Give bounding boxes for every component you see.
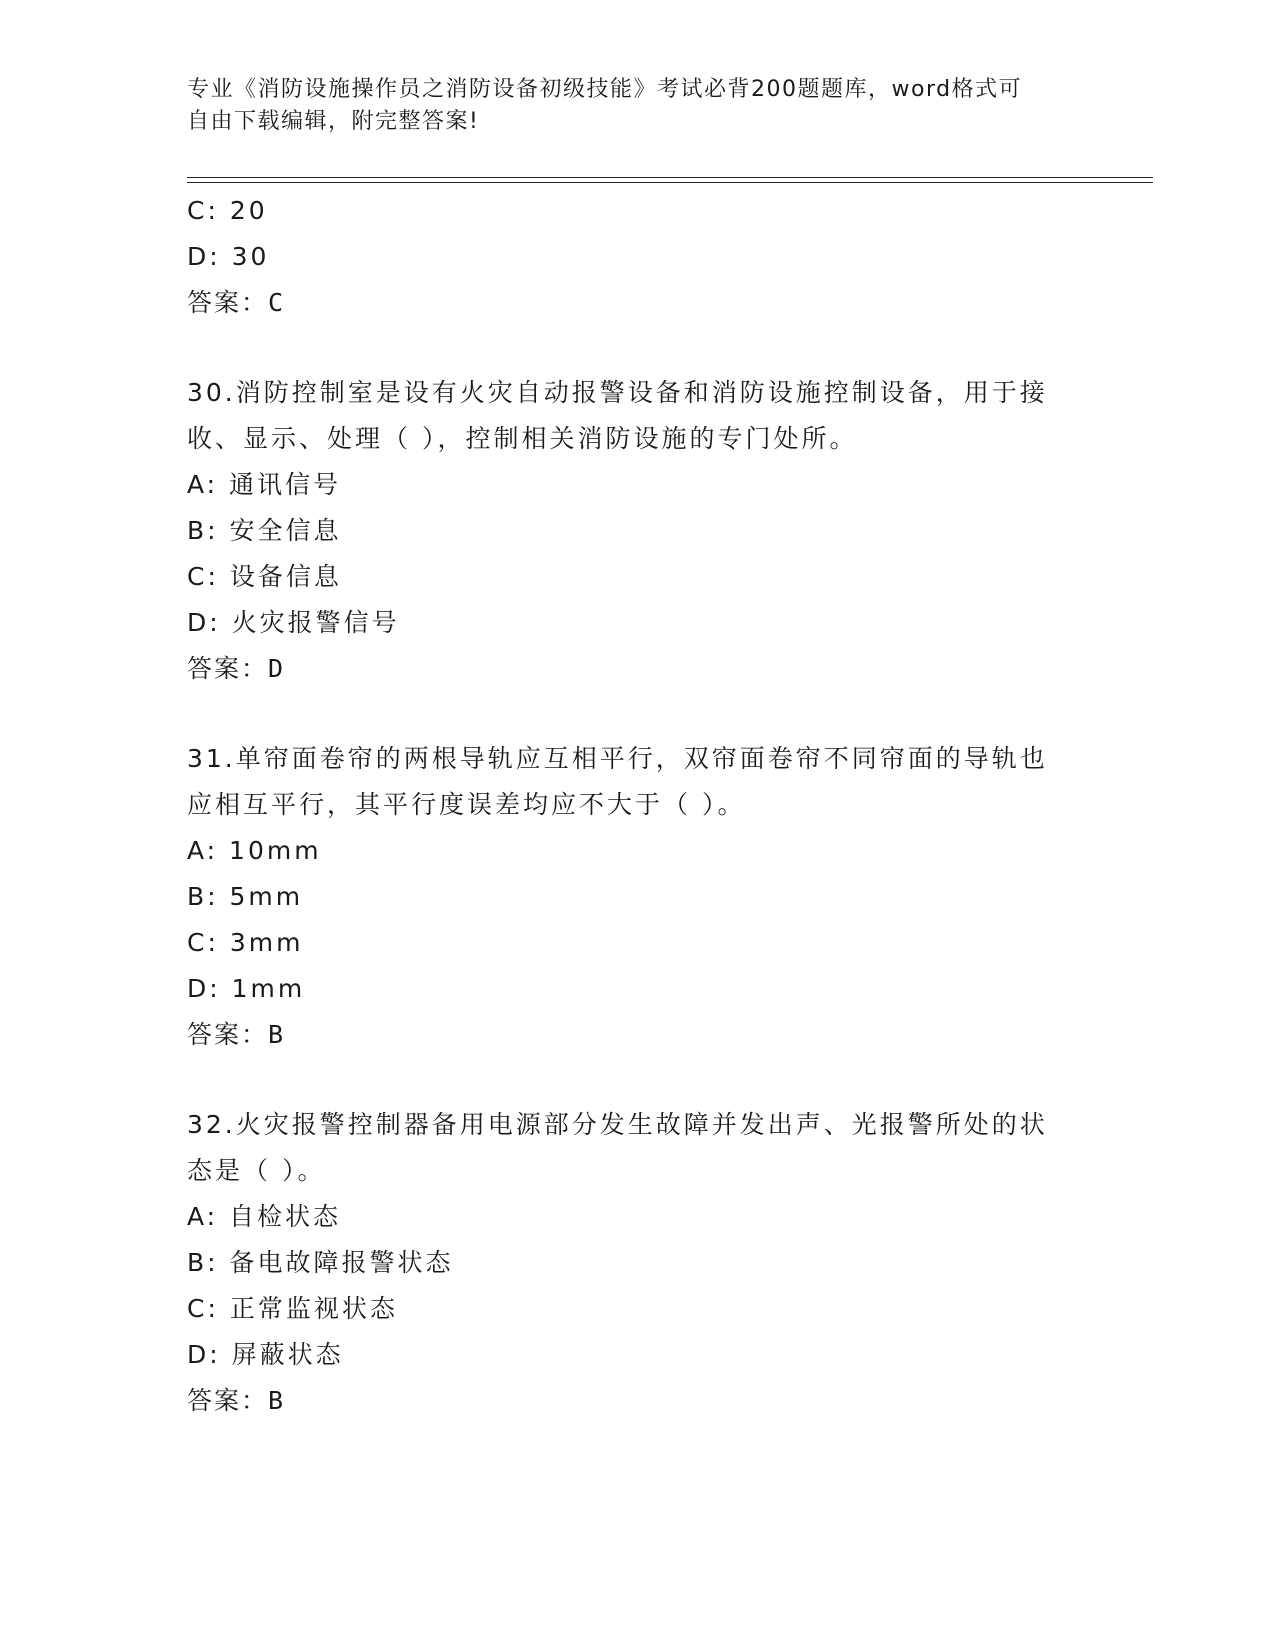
header-rule-secondary <box>187 182 1153 183</box>
option-a: A: 自检状态 <box>187 1202 342 1231</box>
option-b: B: 安全信息 <box>187 516 342 545</box>
document-header <box>187 74 1087 138</box>
question-text-line-1: 30.消防控制室是设有火灾自动报警设备和消防设施控制设备，用于接 <box>187 378 1048 407</box>
prev-question-tail <box>187 188 1087 326</box>
option-a: A: 通讯信号 <box>187 470 342 499</box>
header-line-1: 专业《消防设施操作员之消防设备初级技能》考试必背200题题库，word格式可 <box>187 77 1023 102</box>
answer: 答案：D <box>187 654 286 683</box>
question-text-line-1: 32.火灾报警控制器备用电源部分发生故障并发出声、光报警所处的状 <box>187 1110 1048 1139</box>
question-list <box>187 188 1087 1424</box>
header-rule <box>187 177 1153 178</box>
question-32 <box>187 1102 1087 1424</box>
question-text-line-2: 态是（ ）。 <box>187 1156 326 1185</box>
option-a: A: 10mm <box>187 836 322 865</box>
answer: 答案：C <box>187 288 286 317</box>
option-b: B: 备电故障报警状态 <box>187 1248 454 1277</box>
answer: 答案：B <box>187 1020 286 1049</box>
header-line-2: 自由下载编辑，附完整答案! <box>187 109 480 134</box>
option-b: B: 5mm <box>187 882 304 911</box>
option-c: C: 设备信息 <box>187 562 342 591</box>
option-c: C: 正常监视状态 <box>187 1294 398 1323</box>
option-d: D: 1mm <box>187 974 306 1003</box>
question-31 <box>187 736 1087 1058</box>
question-text-line-2: 应相互平行，其平行度误差均应不大于（ ）。 <box>187 790 746 819</box>
question-text-line-1: 31.单帘面卷帘的两根导轨应互相平行，双帘面卷帘不同帘面的导轨也 <box>187 744 1048 773</box>
option-d: D: 30 <box>187 242 270 271</box>
question-30 <box>187 370 1087 692</box>
option-d: D: 屏蔽状态 <box>187 1340 344 1369</box>
question-text-line-2: 收、显示、处理（ ），控制相关消防设施的专门处所。 <box>187 424 858 453</box>
option-d: D: 火灾报警信号 <box>187 608 400 637</box>
option-c: C: 20 <box>187 196 268 225</box>
option-c: C: 3mm <box>187 928 304 957</box>
answer: 答案：B <box>187 1386 286 1415</box>
